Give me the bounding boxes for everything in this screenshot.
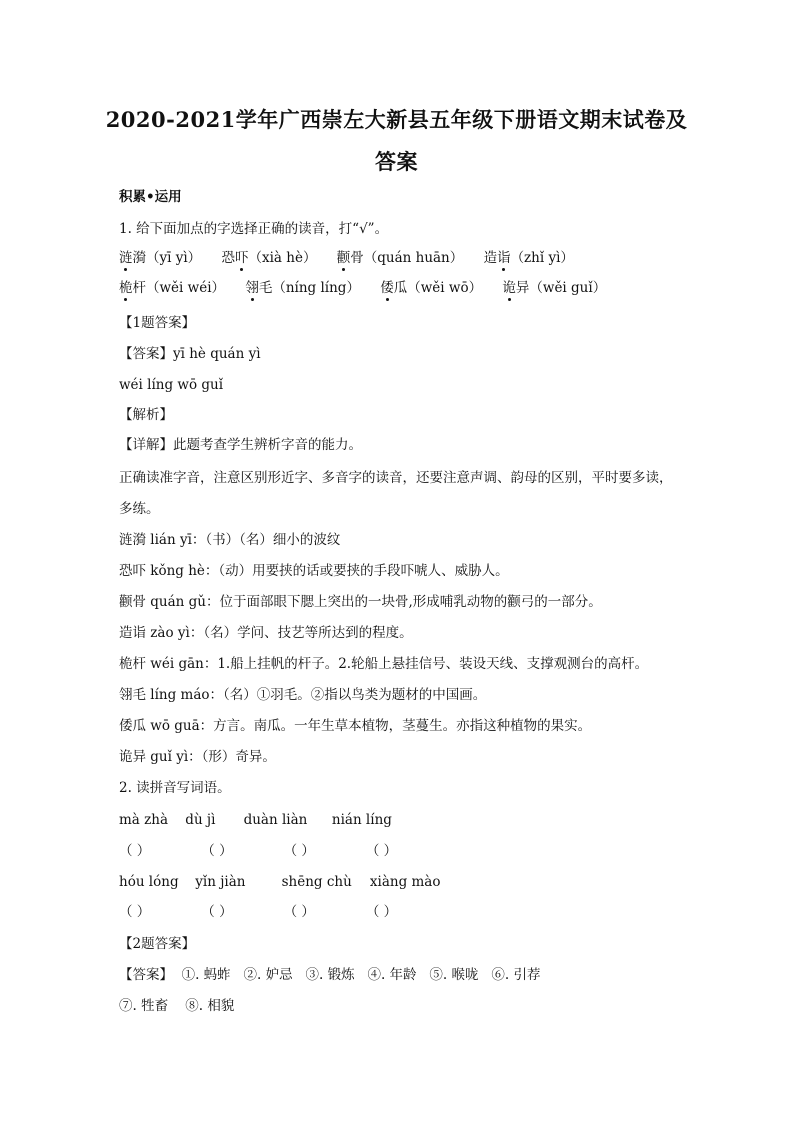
pinyin-item: dù jì <box>185 812 216 828</box>
pinyin-item: yǐn jiàn <box>195 874 246 890</box>
q1-paragraph-line2: 多练。 <box>119 501 160 517</box>
pinyin-item: duàn liàn <box>243 812 308 828</box>
q1-option: 颧骨（quán huān） <box>336 250 464 266</box>
q2-blanks-row2 <box>119 904 679 920</box>
pinyin-item: nián líng <box>331 812 392 828</box>
emphasis-dot-char: 诣 <box>497 250 511 266</box>
q1-option: 恐吓（xià hè） <box>221 250 317 266</box>
q2-answer-line2: ⑦. 牲畜 ⑧. 相貌 <box>119 998 235 1014</box>
q2-answer-line1: 【答案】 ①. 蚂蚱 ②. 妒忌 ③. 锻炼 ④. 年龄 ⑤. 喉咙 ⑥. 引荐 <box>119 967 541 983</box>
definition-item: 造诣 zào yì：（名）学问、技艺等所达到的程度。 <box>119 625 413 641</box>
answer-blank: （ ） <box>119 843 151 859</box>
emphasis-dot-char: 诡 <box>502 280 516 296</box>
answer-blank: （ ） <box>365 904 398 920</box>
definition-item: 倭瓜 wō guā：方言。南瓜。一年生草本植物，茎蔓生。亦指这种植物的果实。 <box>119 718 592 734</box>
q1-option: 造诣（zhǐ yì） <box>483 250 574 266</box>
emphasis-dot-char: 吓 <box>234 250 249 266</box>
emphasis-dot-char: 翎 <box>245 280 259 296</box>
document-title-line1: 2020-2021学年广西崇左大新县五年级下册语文期末试卷及 <box>105 107 688 132</box>
document-title-line2: 答案 <box>375 149 418 174</box>
answer-blank: （ ） <box>283 904 315 920</box>
definition-item: 恐吓 kǒng hè：（动）用要挟的话或要挟的手段吓唬人、威胁人。 <box>119 563 509 579</box>
q1-answer-heading: 【1题答案】 <box>119 315 196 331</box>
q1-option: 翎毛（níng líng） <box>245 280 360 296</box>
pinyin-item: hóu lóng <box>119 874 179 890</box>
q1-stem: 1. 给下面加点的字选择正确的读音，打“√”。 <box>119 221 389 237</box>
pinyin-item: mà zhà <box>119 812 168 828</box>
q2-answer-heading: 【2题答案】 <box>119 936 196 952</box>
definition-item: 翎毛 líng máo：（名）①羽毛。②指以鸟类为题材的中国画。 <box>119 687 487 703</box>
q1-option: 桅杆（wěi wéi） <box>119 280 226 296</box>
q1-analysis-heading: 【解析】 <box>119 407 173 423</box>
pinyin-item: xiàng mào <box>369 874 441 890</box>
q1-paragraph-line1: 正确读准字音，注意区别形近字、多音字的读音，还要注意声调、韵母的区别，平时要多读， <box>119 470 673 486</box>
pinyin-item: shēng chù <box>281 874 352 890</box>
answer-blank: （ ） <box>283 843 315 859</box>
q2-stem: 2. 读拼音写词语。 <box>119 780 231 796</box>
q1-options-row1 <box>119 250 679 266</box>
q1-detail: 【详解】此题考查学生辨析字音的能力。 <box>119 437 362 453</box>
definition-item: 涟漪 lián yī：（书）（名）细小的波纹 <box>119 532 341 548</box>
answer-blank: （ ） <box>201 904 233 920</box>
q1-answer-line1: 【答案】yī hè quán yì <box>119 346 261 362</box>
q2-pinyin-row1 <box>119 812 679 828</box>
emphasis-dot-char: 涟 <box>119 250 133 266</box>
q1-option: 倭瓜（wěi wō） <box>380 280 483 296</box>
answer-blank: （ ） <box>201 843 233 859</box>
q2-pinyin-row2 <box>119 874 679 890</box>
answer-blank: （ ） <box>119 904 151 920</box>
emphasis-dot-char: 桅 <box>119 280 133 296</box>
emphasis-dot-char: 颧 <box>336 250 351 266</box>
definition-item: 颧骨 quán gǔ：位于面部眼下腮上突出的一块骨,形成哺乳动物的颧弓的一部分。 <box>119 594 602 610</box>
q1-option: 诡异（wěi guǐ） <box>502 280 607 296</box>
definition-item: 桅杆 wéi gān：1.船上挂帆的杆子。2.轮船上悬挂信号、装设天线、支撑观测台的高杆。 <box>119 656 649 672</box>
q1-answer-line2: wéi líng wō guǐ <box>119 377 224 393</box>
q2-blanks-row1 <box>119 843 679 859</box>
q1-options-row2 <box>119 280 679 296</box>
q1-option: 涟漪（yī yì） <box>119 250 202 266</box>
answer-blank: （ ） <box>365 843 398 859</box>
definition-item: 诡异 guǐ yì：（形）奇异。 <box>119 749 276 765</box>
section-heading: 积累•运用 <box>119 189 182 205</box>
emphasis-dot-char: 倭 <box>380 280 394 296</box>
